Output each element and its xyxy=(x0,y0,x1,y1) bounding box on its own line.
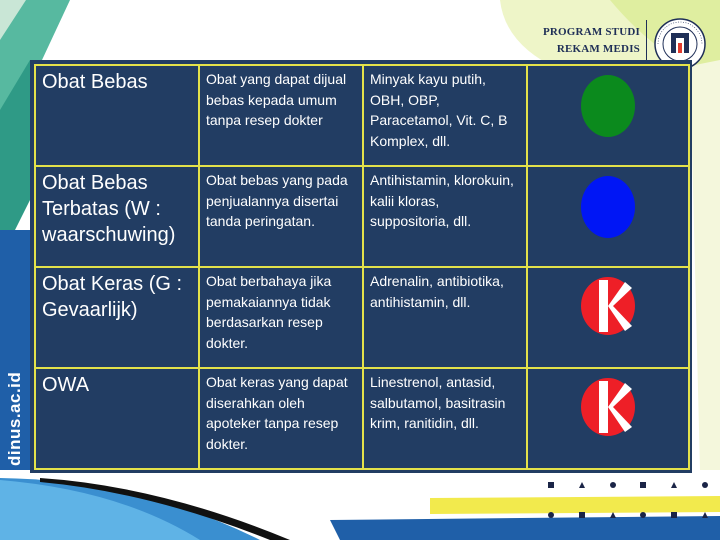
symbol-cell xyxy=(527,65,689,166)
square-dot-icon xyxy=(671,512,677,518)
green-circle-icon xyxy=(579,74,637,138)
category-description: Obat keras yang dapat diserahkan oleh apoteker tanpa resep dokter. xyxy=(199,368,363,469)
symbol-cell xyxy=(527,368,689,469)
table-row xyxy=(35,65,689,166)
triangle-dot-icon xyxy=(671,482,677,488)
red-k-circle-icon xyxy=(580,276,636,336)
category-examples: Minyak kayu putih, OBH, OBP, Paracetamol, Vit. C, B Komplex, dll. xyxy=(363,65,527,166)
program-title xyxy=(540,24,640,58)
square-dot-icon xyxy=(640,482,646,488)
category-examples: Antihistamin, klorokuin, kalii kloras, suppositoria, dll. xyxy=(363,166,527,267)
category-description: Obat yang dapat dijual bebas kepada umum tanpa resep dokter xyxy=(199,65,363,166)
red-k-circle-icon xyxy=(580,377,636,437)
triangle-dot-icon xyxy=(610,512,616,518)
category-examples: Linestrenol, antasid, salbutamol, basitrasin krim, ranitidin, dll. xyxy=(363,368,527,469)
dot-pattern-row xyxy=(548,482,708,488)
category-name: OWA xyxy=(35,368,199,469)
symbol-cell xyxy=(527,166,689,267)
side-url-text: dinus.ac.id xyxy=(5,372,24,467)
table-row xyxy=(35,368,689,469)
circle-dot-icon xyxy=(610,482,616,488)
program-line-2: REKAM MEDIS xyxy=(556,43,640,55)
logo-divider xyxy=(646,20,647,64)
circle-dot-icon xyxy=(640,512,646,518)
square-dot-icon xyxy=(579,512,585,518)
square-dot-icon xyxy=(548,482,554,488)
blue-circle-icon xyxy=(579,175,637,239)
category-name: Obat Keras (G : Gevaarlijk) xyxy=(35,267,199,368)
circle-dot-icon xyxy=(702,482,708,488)
category-name: Obat Bebas Terbatas (W : waarschuwing) xyxy=(35,166,199,267)
triangle-dot-icon xyxy=(702,512,708,518)
table-row xyxy=(35,166,689,267)
category-description: Obat berbahaya jika pemakaiannya tidak berdasarkan resep dokter. xyxy=(199,267,363,368)
drug-classification-table xyxy=(30,60,692,473)
table-row xyxy=(35,267,689,368)
program-line-1: PROGRAM STUDI xyxy=(542,26,640,38)
category-description: Obat bebas yang pada penjualannya disertai tanda peringatan. xyxy=(199,166,363,267)
category-name: Obat Bebas xyxy=(35,65,199,166)
symbol-cell xyxy=(527,267,689,368)
category-examples: Adrenalin, antibiotika, antihistamin, dll. xyxy=(363,267,527,368)
dot-pattern-row xyxy=(548,512,708,518)
circle-dot-icon xyxy=(548,512,554,518)
triangle-dot-icon xyxy=(579,482,585,488)
